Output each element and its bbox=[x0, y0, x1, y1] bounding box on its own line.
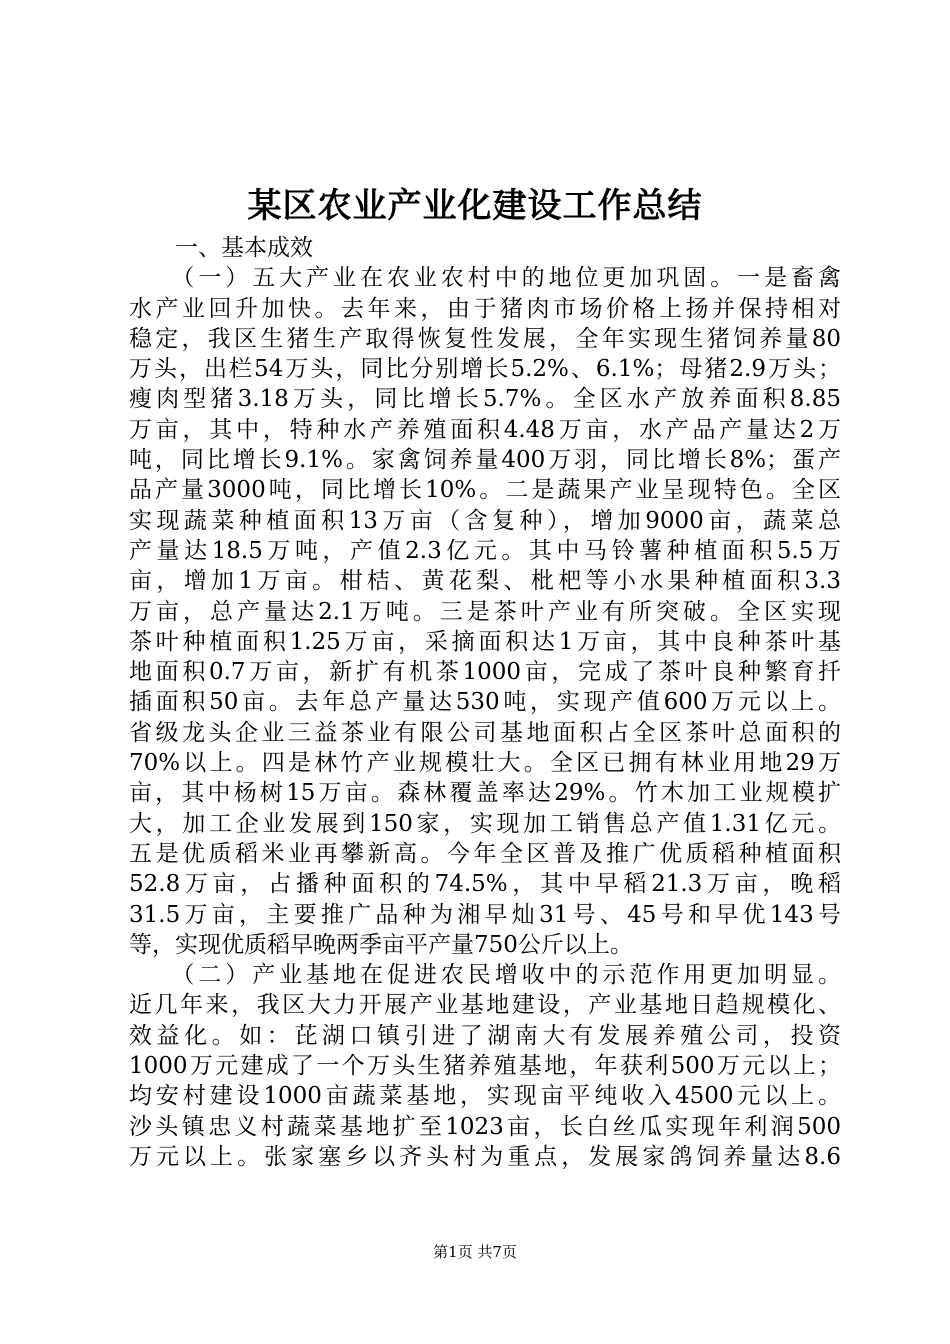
paragraph-line: 品产量3000吨，同比增长10%。二是蔬果产业呈现特色。全区 bbox=[129, 477, 841, 504]
paragraph-line: 水产业回升加快。去年来，由于猪肉市场价格上扬并保持相对 bbox=[129, 295, 841, 322]
paragraph-line: （一）五大产业在农业农村中的地位更加巩固。一是畜禽 bbox=[129, 265, 841, 292]
paragraph-line: 万亩，其中，特种水产养殖面积4.48万亩，水产品产量达2万 bbox=[129, 416, 841, 443]
paragraph-line: 地面积0.7万亩，新扩有机茶1000亩，完成了茶叶良种繁育扦 bbox=[129, 659, 841, 686]
paragraph-line: 70%以上。四是林竹产业规模壮大。全区已拥有林业用地29万 bbox=[129, 750, 841, 777]
paragraph-line: 省级龙头企业三益茶业有限公司基地面积占全区茶叶总面积的 bbox=[129, 719, 841, 746]
paragraph-line: 等，实现优质稻早晚两季亩平产量750公斤以上。 bbox=[129, 931, 633, 958]
paragraph-line: 1000万元建成了一个万头生猪养殖基地，年获利500万元以上； bbox=[129, 1053, 841, 1080]
document-body bbox=[129, 233, 841, 1172]
paragraph-line: 万亩，总产量达2.1万吨。三是茶叶产业有所突破。全区实现 bbox=[129, 598, 841, 625]
paragraph-line: 效益化。如：芘湖口镇引进了湖南大有发展养殖公司，投资 bbox=[129, 1022, 841, 1049]
paragraph-line: （二）产业基地在促进农民增收中的示范作用更加明显。 bbox=[129, 962, 841, 989]
document-title: 某区农业产业化建设工作总结 bbox=[247, 186, 703, 226]
paragraph-line: 瘦肉型猪3.18万头，同比增长5.7%。全区水产放养面积8.85 bbox=[129, 386, 841, 413]
paragraph-line: 大，加工企业发展到150家，实现加工销售总产值1.31亿元。 bbox=[129, 810, 841, 837]
page-number-footer: 第1页 共7页 bbox=[433, 1243, 517, 1261]
paragraph-line: 稳定，我区生猪生产取得恢复性发展，全年实现生猪饲养量80 bbox=[129, 325, 841, 352]
paragraph-line: 实现蔬菜种植面积13万亩（含复种），增加9000亩，蔬菜总 bbox=[129, 507, 841, 534]
section-heading: 一、基本成效 bbox=[129, 235, 313, 261]
paragraph-line: 亩，增加1万亩。柑桔、黄花梨、枇杷等小水果种植面积3.3 bbox=[129, 568, 841, 595]
paragraph-line: 31.5万亩，主要推广品种为湘早灿31号、45号和早优143号 bbox=[129, 901, 841, 928]
paragraph-line: 吨，同比增长9.1%。家禽饲养量400万羽，同比增长8%；蛋产 bbox=[129, 447, 841, 474]
paragraph-line: 亩，其中杨树15万亩。森林覆盖率达29%。竹木加工业规模扩 bbox=[129, 780, 841, 807]
paragraph-line: 五是优质稻米业再攀新高。今年全区普及推广优质稻种植面积 bbox=[129, 840, 841, 867]
paragraph-line: 产量达18.5万吨，产值2.3亿元。其中马铃薯种植面积5.5万 bbox=[129, 537, 841, 564]
paragraph-line: 万头，出栏54万头，同比分别增长5.2%、6.1%；母猪2.9万头； bbox=[129, 356, 841, 383]
paragraph-line: 沙头镇忠义村蔬菜基地扩至1023亩，长白丝瓜实现年利润500 bbox=[129, 1113, 841, 1140]
paragraph-line: 近几年来，我区大力开展产业基地建设，产业基地日趋规模化、 bbox=[129, 992, 841, 1019]
paragraph-line: 茶叶种植面积1.25万亩，采摘面积达1万亩，其中良种茶叶基 bbox=[129, 628, 841, 655]
paragraph-line: 插面积50亩。去年总产量达530吨，实现产值600万元以上。 bbox=[129, 689, 841, 716]
paragraph-line: 万元以上。张家塞乡以齐头村为重点，发展家鸽饲养量达8.6 bbox=[129, 1143, 841, 1170]
paragraph-line: 52.8万亩，占播种面积的74.5%，其中早稻21.3万亩，晚稻 bbox=[129, 871, 841, 898]
paragraph-line: 均安村建设1000亩蔬菜基地，实现亩平纯收入4500元以上。 bbox=[129, 1083, 841, 1110]
